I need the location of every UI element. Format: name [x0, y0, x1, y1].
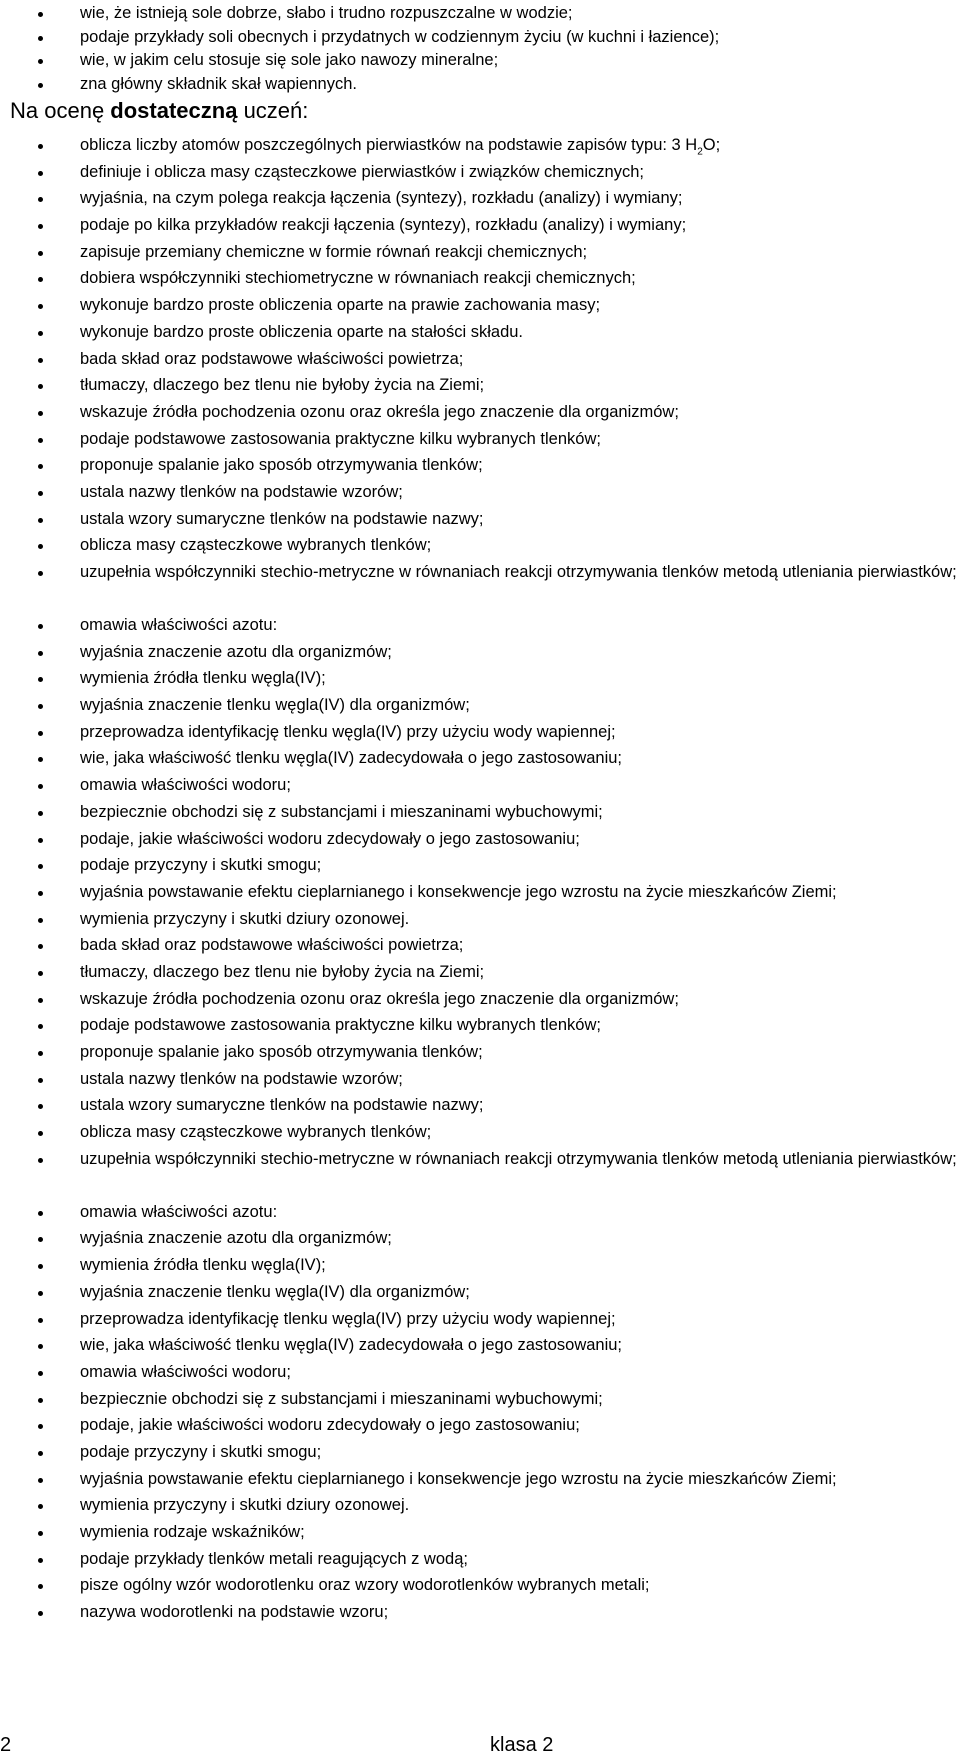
- list-item-text: wie, jaka właściwość tlenku węgla(IV) zadecydowała o jego zastosowaniu;: [80, 749, 623, 768]
- list-item-text: ustala nazwy tlenków na podstawie wzorów;: [80, 482, 403, 501]
- bullet-icon: [38, 464, 43, 469]
- bullet-icon: [38, 438, 43, 443]
- list-item-text: wykonuje bardzo proste obliczenia oparte na prawie zachowania masy;: [80, 296, 601, 315]
- list-item: [80, 1229, 960, 1256]
- list-item-text: uzupełnia współczynniki stechio-metryczne w równaniach reakcji otrzymywania tlenków metodą utleniania pierwiastków;: [80, 1149, 957, 1168]
- list-item: [80, 403, 960, 430]
- list-item-text: podaje przykłady tlenków metali reagujących z wodą;: [80, 1549, 468, 1568]
- list-item-text: wyjaśnia znaczenie tlenku węgla(IV) dla organizmów;: [80, 1282, 470, 1301]
- list-item: [80, 910, 960, 937]
- list-item: [80, 1603, 960, 1630]
- first-item-end: O;: [702, 136, 721, 154]
- heading-suffix: uczeń:: [237, 98, 309, 123]
- list-item-text: tłumaczy, dlaczego bez tlenu nie byłoby życia na Ziemi;: [80, 962, 485, 981]
- list-item: [80, 1256, 960, 1283]
- heading-grade: dostateczną: [110, 98, 238, 123]
- list-item: [80, 51, 719, 75]
- list-item: [80, 1496, 960, 1523]
- bullet-icon: [38, 171, 43, 176]
- list-item: [80, 323, 960, 350]
- list-item-text: wie, w jakim celu stosuje się sole jako nawozy mineralne;: [80, 51, 499, 69]
- page-number: 2: [0, 1734, 12, 1756]
- bullet-icon: [38, 1398, 43, 1403]
- list-item: [80, 776, 960, 803]
- bullet-icon: [38, 1291, 43, 1296]
- bullet-icon: [38, 1078, 43, 1083]
- list-item: [80, 1523, 960, 1550]
- list-item-text: wyjaśnia znaczenie tlenku węgla(IV) dla organizmów;: [80, 696, 470, 715]
- bullet-icon: [38, 998, 43, 1003]
- requirements-bullet-list: [80, 136, 960, 1630]
- list-item: [80, 1443, 960, 1470]
- list-item-text: przeprowadza identyfikację tlenku węgla(IV) przy użyciu wody wapiennej;: [80, 722, 616, 741]
- bullet-icon: [38, 784, 43, 789]
- bullet-icon: [38, 1611, 43, 1616]
- list-item-text: wymienia przyczyny i skutki dziury ozonowej.: [80, 909, 410, 928]
- list-item-text: wyjaśnia znaczenie azotu dla organizmów;: [80, 642, 392, 661]
- list-item: [80, 75, 719, 99]
- bullet-icon: [38, 518, 43, 523]
- list-item: [80, 669, 960, 696]
- list-item: [80, 536, 960, 563]
- list-item-text: wymienia przyczyny i skutki dziury ozonowej.: [80, 1496, 410, 1515]
- list-item: [80, 1123, 960, 1150]
- list-item: [80, 189, 960, 216]
- list-item-text: proponuje spalanie jako sposób otrzymywania tlenków;: [80, 456, 483, 475]
- bullet-icon: [38, 757, 43, 762]
- bullet-icon: [38, 1478, 43, 1483]
- list-item: [80, 1070, 960, 1097]
- list-item-text: podaje po kilka przykładów reakcji łączenia (syntezy), rozkładu (analizy) i wymiany;: [80, 216, 687, 235]
- bullet-icon: [38, 971, 43, 976]
- bullet-icon: [38, 624, 43, 629]
- list-item-text: ustala nazwy tlenków na podstawie wzorów;: [80, 1069, 403, 1088]
- list-item-text: pisze ogólny wzór wodorotlenku oraz wzory wodorotlenków wybranych metali;: [80, 1576, 650, 1595]
- list-item-text: bada skład oraz podstawowe właściwości powietrza;: [80, 936, 464, 955]
- bullet-icon: [38, 1104, 43, 1109]
- list-item: [80, 803, 960, 830]
- list-item-text: wymienia rodzaje wskaźników;: [80, 1523, 305, 1541]
- list-item-text: oblicza masy cząsteczkowe wybranych tlenków;: [80, 536, 432, 555]
- bullet-icon: [38, 1531, 43, 1536]
- list-item: [80, 430, 960, 457]
- bullet-icon: [38, 1344, 43, 1349]
- list-item-text: oblicza masy cząsteczkowe wybranych tlenków;: [80, 1123, 432, 1142]
- list-item-text: podaje przyczyny i skutki smogu;: [80, 856, 322, 875]
- bullet-icon: [38, 358, 43, 363]
- list-item-text: omawia właściwości wodoru;: [80, 776, 291, 795]
- bullet-icon: [38, 1371, 43, 1376]
- list-item: [80, 616, 960, 643]
- heading-prefix: Na ocenę: [10, 98, 111, 123]
- bullet-icon: [38, 651, 43, 656]
- list-item: [80, 269, 960, 296]
- bullet-icon: [38, 144, 43, 149]
- list-item: [80, 1416, 960, 1443]
- bullet-icon: [38, 197, 43, 202]
- list-item: [80, 643, 960, 670]
- list-item-text: przeprowadza identyfikację tlenku węgla(IV) przy użyciu wody wapiennej;: [80, 1309, 616, 1328]
- bullet-icon: [38, 304, 43, 309]
- bullet-icon: [38, 36, 43, 41]
- list-item-text: podaje, jakie właściwości wodoru zdecydowały o jego zastosowaniu;: [80, 1416, 580, 1435]
- list-item-text: wyjaśnia powstawanie efektu cieplarnianego i konsekwencje jego wzrostu na życie mieszkańców Ziemi;: [80, 882, 837, 901]
- list-item: [80, 696, 960, 723]
- list-item-text: wie, że istnieją sole dobrze, słabo i trudno rozpuszczalne w wodzie;: [80, 4, 573, 22]
- bullet-icon: [38, 864, 43, 869]
- bullet-icon: [38, 891, 43, 896]
- list-item: [80, 990, 960, 1017]
- bullet-icon: [38, 12, 43, 17]
- list-item-text: uzupełnia współczynniki stechio-metryczne w równaniach reakcji otrzymywania tlenków metodą utleniania pierwiastków;: [80, 563, 957, 581]
- list-item-text: bada skład oraz podstawowe właściwości powietrza;: [80, 349, 464, 368]
- list-item-text: wyjaśnia znaczenie azotu dla organizmów;: [80, 1229, 392, 1248]
- list-item: [80, 1363, 960, 1390]
- list-item-text: omawia właściwości azotu:: [80, 1202, 278, 1221]
- list-item-text: tłumaczy, dlaczego bez tlenu nie byłoby życia na Ziemi;: [80, 376, 485, 395]
- class-label: klasa 2: [490, 1734, 554, 1756]
- bullet-icon: [38, 1158, 43, 1163]
- bullet-icon: [38, 944, 43, 949]
- bullet-icon: [38, 1318, 43, 1323]
- grade-heading: [10, 98, 308, 124]
- bullet-icon: [38, 571, 43, 576]
- bullet-icon: [38, 1558, 43, 1563]
- list-item: [80, 163, 960, 190]
- list-item-text: definiuje i oblicza masy cząsteczkowe pierwiastków i związków chemicznych;: [80, 162, 644, 181]
- list-item-text: wie, jaka właściwość tlenku węgla(IV) zadecydowała o jego zastosowaniu;: [80, 1336, 623, 1355]
- list-item: [80, 4, 719, 28]
- list-item-text: wyjaśnia, na czym polega reakcja łączenia (syntezy), rozkładu (analizy) i wymiany;: [80, 189, 683, 208]
- bullet-icon: [38, 59, 43, 64]
- list-item-text: dobiera współczynniki stechiometryczne w równaniach reakcji chemicznych;: [80, 269, 636, 288]
- list-item: [80, 296, 960, 323]
- list-item: [80, 563, 960, 616]
- list-item: [80, 1283, 960, 1310]
- list-item: [80, 456, 960, 483]
- list-item: [80, 1310, 960, 1337]
- list-item-text: zapisuje przemiany chemiczne w formie równań reakcji chemicznych;: [80, 242, 588, 261]
- list-item: [80, 749, 960, 776]
- list-item: [80, 28, 719, 52]
- bullet-icon: [38, 83, 43, 88]
- list-item: [80, 243, 960, 270]
- list-item-text: podaje podstawowe zastosowania praktyczne kilku wybranych tlenków;: [80, 1016, 601, 1035]
- list-item-text: wymienia źródła tlenku węgla(IV);: [80, 1256, 326, 1275]
- bullet-icon: [38, 1131, 43, 1136]
- bullet-icon: [38, 1024, 43, 1029]
- bullet-icon: [38, 918, 43, 923]
- list-item: [80, 830, 960, 857]
- list-item: [80, 723, 960, 750]
- first-item-text: oblicza liczby atomów poszczególnych pierwiastków na podstawie zapisów typu: 3 H: [80, 136, 698, 154]
- list-item-text: podaje przykłady soli obecnych i przydatnych w codziennym życiu (w kuchni i łazience);: [80, 27, 720, 46]
- subscript: 2: [697, 146, 703, 158]
- list-item: [80, 1576, 960, 1603]
- list-item-text: proponuje spalanie jako sposób otrzymywania tlenków;: [80, 1043, 483, 1061]
- bullet-icon: [38, 1584, 43, 1589]
- list-item-text: omawia właściwości wodoru;: [80, 1362, 291, 1381]
- bullet-icon: [38, 331, 43, 336]
- list-item-text: bezpiecznie obchodzi się z substancjami i mieszaninami wybuchowymi;: [80, 802, 603, 821]
- list-item: [80, 883, 960, 910]
- list-item-text: podaje podstawowe zastosowania praktyczne kilku wybranych tlenków;: [80, 429, 601, 448]
- list-item: [80, 216, 960, 243]
- list-item-text: podaje przyczyny i skutki smogu;: [80, 1442, 322, 1461]
- list-item: [80, 936, 960, 963]
- list-item-text: nazywa wodorotlenki na podstawie wzoru;: [80, 1603, 389, 1622]
- bullet-icon: [38, 544, 43, 549]
- bullet-icon: [38, 1424, 43, 1429]
- top-bullet-list: [80, 4, 719, 98]
- list-item: [80, 1203, 960, 1230]
- list-item-text: bezpiecznie obchodzi się z substancjami i mieszaninami wybuchowymi;: [80, 1389, 603, 1408]
- list-item: [80, 1550, 960, 1577]
- list-item: [80, 1096, 960, 1123]
- bullet-icon: [38, 277, 43, 282]
- bullet-icon: [38, 731, 43, 736]
- list-item-text: wskazuje źródła pochodzenia ozonu oraz określa jego znaczenie dla organizmów;: [80, 989, 679, 1008]
- list-item: [80, 136, 960, 163]
- bullet-icon: [38, 1237, 43, 1242]
- bullet-icon: [38, 704, 43, 709]
- bullet-icon: [38, 677, 43, 682]
- list-item: [80, 1150, 960, 1203]
- list-item: [80, 963, 960, 990]
- list-item: [80, 1043, 960, 1070]
- list-item: [80, 1336, 960, 1363]
- bullet-icon: [38, 1051, 43, 1056]
- list-item-text: wskazuje źródła pochodzenia ozonu oraz określa jego znaczenie dla organizmów;: [80, 402, 679, 421]
- list-item: [80, 350, 960, 377]
- bullet-icon: [38, 251, 43, 256]
- bullet-icon: [38, 1504, 43, 1509]
- bullet-icon: [38, 811, 43, 816]
- bullet-icon: [38, 224, 43, 229]
- list-item-text: ustala wzory sumaryczne tlenków na podstawie nazwy;: [80, 1096, 484, 1115]
- list-item-text: zna główny składnik skał wapiennych.: [80, 74, 357, 93]
- list-item-text: wykonuje bardzo proste obliczenia oparte na stałości składu.: [80, 322, 524, 341]
- list-item: [80, 856, 960, 883]
- bullet-icon: [38, 384, 43, 389]
- bullet-icon: [38, 1211, 43, 1216]
- list-item: [80, 510, 960, 537]
- bullet-icon: [38, 411, 43, 416]
- list-item-text: wymienia źródła tlenku węgla(IV);: [80, 669, 326, 688]
- list-item: [80, 1470, 960, 1497]
- list-item-text: wyjaśnia powstawanie efektu cieplarnianego i konsekwencje jego wzrostu na życie mieszkańców Ziemi;: [80, 1469, 837, 1488]
- bullet-icon: [38, 1264, 43, 1269]
- bullet-icon: [38, 491, 43, 496]
- bullet-icon: [38, 838, 43, 843]
- list-item: [80, 483, 960, 510]
- list-item-text: ustala wzory sumaryczne tlenków na podstawie nazwy;: [80, 509, 484, 528]
- list-item: [80, 376, 960, 403]
- list-item: [80, 1390, 960, 1417]
- list-item-text: omawia właściwości azotu:: [80, 616, 278, 634]
- list-item-text: podaje, jakie właściwości wodoru zdecydowały o jego zastosowaniu;: [80, 829, 580, 848]
- bullet-icon: [38, 1451, 43, 1456]
- list-item: [80, 1016, 960, 1043]
